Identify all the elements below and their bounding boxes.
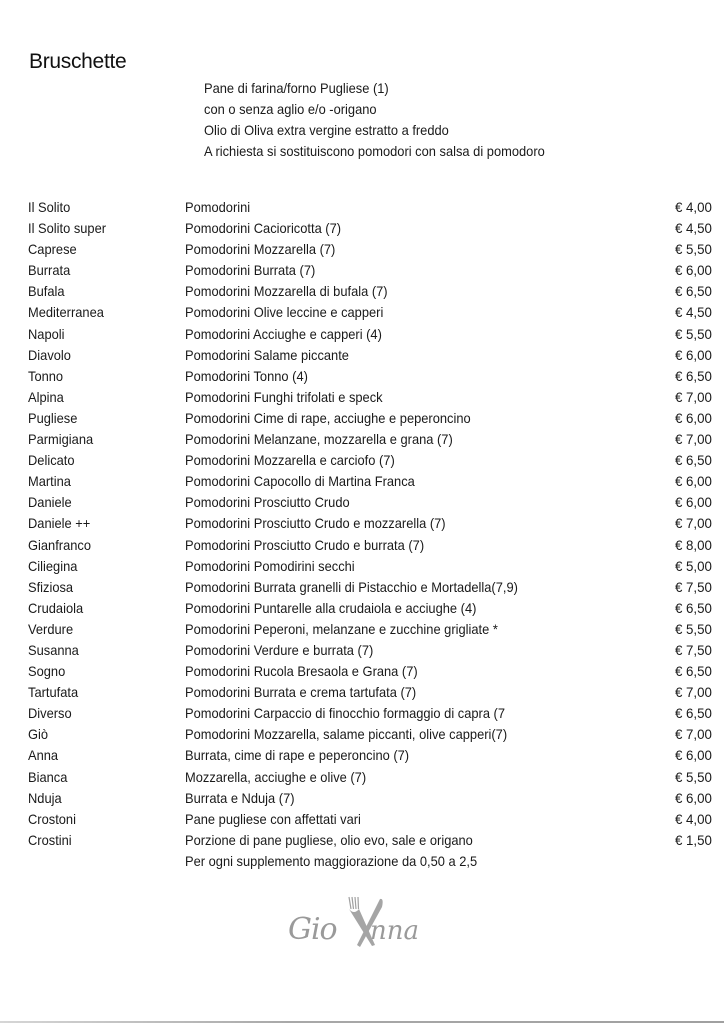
- item-price: € 6,50: [675, 705, 712, 722]
- item-description: Pomodorini Prosciutto Crudo e burrata (7): [185, 536, 425, 553]
- item-name: Caprese: [28, 241, 77, 258]
- item-price: € 8,00: [675, 536, 712, 553]
- item-price: € 4,50: [675, 304, 712, 321]
- menu-item: [0, 387, 724, 408]
- item-description: Pomodorini Tonno (4): [185, 367, 308, 384]
- item-name: Crostoni: [28, 810, 76, 827]
- item-description: Pomodorini Funghi trifolati e speck: [185, 388, 383, 405]
- item-description: Pomodorini Capocollo di Martina Franca: [185, 473, 415, 490]
- item-name: Tartufata: [28, 684, 79, 701]
- menu-item: [0, 556, 724, 577]
- item-price: € 6,50: [675, 663, 712, 680]
- item-description: Pomodorini Melanzane, mozzarella e grana (7): [185, 431, 453, 448]
- item-price: € 4,50: [675, 220, 712, 237]
- item-name: Susanna: [28, 641, 79, 658]
- item-name: Daniele ++: [28, 515, 91, 532]
- menu-list: [0, 197, 724, 872]
- item-price: € 7,00: [675, 515, 712, 532]
- item-name: Crudaiola: [28, 599, 84, 616]
- item-name: Burrata: [28, 262, 71, 279]
- menu-item: [0, 724, 724, 745]
- menu-item: [0, 535, 724, 556]
- item-description: Pomodorini Mozzarella (7): [185, 241, 336, 258]
- menu-item: [0, 598, 724, 619]
- menu-item: [0, 408, 724, 429]
- item-price: € 5,50: [675, 241, 712, 258]
- item-price: € 6,00: [675, 789, 712, 806]
- menu-item: [0, 260, 724, 281]
- item-description: Pomodorini Mozzarella, salame piccanti, olive capperi(7): [185, 726, 508, 743]
- item-price: € 7,00: [675, 388, 712, 405]
- item-description: Pomodorini: [185, 199, 251, 215]
- item-description: Pomodorini Olive leccine e capperi: [185, 304, 384, 321]
- item-name: Pugliese: [28, 409, 78, 426]
- menu-item: [0, 429, 724, 450]
- item-name: Bufala: [28, 283, 65, 300]
- menu-item: [0, 281, 724, 302]
- item-price: € 4,00: [675, 810, 712, 827]
- item-name: Tonno: [28, 367, 64, 384]
- item-price: € 7,50: [675, 641, 712, 658]
- menu-item: [0, 788, 724, 809]
- item-price: € 6,50: [675, 367, 712, 384]
- item-price: € 6,50: [675, 452, 712, 469]
- menu-item: [0, 682, 724, 703]
- item-description: Burrata, cime di rape e peperoncino (7): [185, 747, 410, 764]
- item-name: Diavolo: [28, 346, 71, 363]
- item-name: Il Solito: [28, 199, 71, 215]
- menu-item: [0, 577, 724, 598]
- item-description: Pomodorini Cacioricotta (7): [185, 220, 342, 237]
- item-name: Sogno: [28, 663, 66, 680]
- menu-item: [0, 324, 724, 345]
- item-description: Pomodorini Rucola Bresaola e Grana (7): [185, 663, 418, 680]
- menu-item: [0, 513, 724, 534]
- item-price: € 7,50: [675, 578, 712, 595]
- item-name: Napoli: [28, 325, 65, 342]
- item-name: Daniele: [28, 494, 72, 511]
- menu-item: [0, 830, 724, 851]
- item-price: € 6,00: [675, 262, 712, 279]
- menu-item: [0, 745, 724, 766]
- page-edge-divider: [0, 1021, 724, 1023]
- menu-item: [0, 703, 724, 724]
- item-description: Pomodorini Mozzarella e carciofo (7): [185, 452, 395, 469]
- item-price: € 6,00: [675, 346, 712, 363]
- item-name: Martina: [28, 473, 71, 490]
- menu-item: [0, 197, 724, 218]
- item-price: € 1,50: [675, 831, 712, 848]
- menu-item: [0, 492, 724, 513]
- menu-item: [0, 366, 724, 387]
- item-name: Anna: [28, 747, 59, 764]
- item-price: € 7,00: [675, 726, 712, 743]
- item-price: € 6,00: [675, 494, 712, 511]
- page-title: Bruschette: [29, 50, 127, 73]
- item-description: Pomodorini Burrata granelli di Pistacchio e Mortadella(7,9): [185, 578, 518, 595]
- item-description: Pomodorini Burrata e crema tartufata (7): [185, 684, 417, 701]
- menu-item: [0, 471, 724, 492]
- item-price: € 5,00: [675, 557, 712, 574]
- intro-line: A richiesta si sostituiscono pomodori con salsa di pomodoro: [204, 143, 545, 159]
- item-name: Mediterranea: [28, 304, 104, 321]
- item-price: € 6,00: [675, 473, 712, 490]
- intro-line: Olio di Oliva extra vergine estratto a freddo: [204, 122, 449, 138]
- supplement-note: [0, 851, 724, 872]
- item-description: Burrata e Nduja (7): [185, 789, 295, 806]
- item-name: Il Solito super: [28, 220, 107, 237]
- menu-item: [0, 239, 724, 260]
- item-name: Verdure: [28, 620, 74, 637]
- item-price: € 6,00: [675, 747, 712, 764]
- item-description: Pomodorini Acciughe e capperi (4): [185, 325, 382, 342]
- menu-item: [0, 302, 724, 323]
- item-price: € 4,00: [675, 199, 712, 215]
- item-name: Ciliegina: [28, 557, 78, 574]
- item-description: Pomodorini Puntarelle alla crudaiola e acciughe (4): [185, 599, 477, 616]
- menu-item: [0, 640, 724, 661]
- item-description: Pomodorini Burrata (7): [185, 262, 316, 279]
- item-description: Pomodorini Salame piccante: [185, 346, 349, 363]
- intro-line: con o senza aglio e/o -origano: [204, 101, 377, 117]
- item-name: Delicato: [28, 452, 75, 469]
- item-name: Bianca: [28, 768, 68, 785]
- item-name: Nduja: [28, 789, 62, 806]
- item-description: Pomodorini Verdure e burrata (7): [185, 641, 374, 658]
- intro-notes: [204, 78, 574, 162]
- item-price: € 5,50: [675, 325, 712, 342]
- menu-item: [0, 218, 724, 239]
- menu-item: [0, 345, 724, 366]
- item-description: Pomodorini Peperoni, melanzane e zucchine grigliate *: [185, 620, 498, 637]
- item-description: Pane pugliese con affettati vari: [185, 810, 361, 827]
- item-price: € 6,50: [675, 283, 712, 300]
- item-price: € 6,00: [675, 409, 712, 426]
- item-name: Diverso: [28, 705, 72, 722]
- item-name: Crostini: [28, 831, 72, 848]
- item-description: Pomodorini Mozzarella di bufala (7): [185, 283, 388, 300]
- item-price: € 7,00: [675, 431, 712, 448]
- item-name: Parmigiana: [28, 431, 94, 448]
- item-price: € 6,50: [675, 599, 712, 616]
- svg-text:Gio: Gio: [288, 912, 337, 947]
- item-name: Sfiziosa: [28, 578, 74, 595]
- item-description: Pomodorini Prosciutto Crudo e mozzarella (7): [185, 515, 446, 532]
- menu-item: [0, 809, 724, 830]
- item-price: € 7,00: [675, 684, 712, 701]
- menu-item: [0, 619, 724, 640]
- item-description: Pomodorini Prosciutto Crudo: [185, 494, 350, 511]
- item-description: Pomodorini Cime di rape, acciughe e peperoncino: [185, 409, 471, 426]
- item-price: € 5,50: [675, 768, 712, 785]
- menu-item: [0, 450, 724, 471]
- item-description: Pomodorini Carpaccio di finocchio formaggio di capra (7: [185, 705, 506, 722]
- item-description: Per ogni supplemento maggiorazione da 0,50 a 2,5: [185, 852, 478, 869]
- item-price: € 5,50: [675, 620, 712, 637]
- svg-text:nna: nna: [370, 916, 419, 946]
- intro-line: Pane di farina/forno Pugliese (1): [204, 80, 389, 96]
- item-name: Gianfranco: [28, 536, 92, 553]
- item-description: Pomodorini Pomodirini secchi: [185, 557, 355, 574]
- gioanna-logo: [280, 895, 455, 955]
- item-description: Porzione di pane pugliese, olio evo, sale e origano: [185, 831, 473, 848]
- item-description: Mozzarella, acciughe e olive (7): [185, 768, 367, 785]
- item-name: Giò: [28, 726, 49, 743]
- menu-item: [0, 767, 724, 788]
- menu-item: [0, 661, 724, 682]
- item-name: Alpina: [28, 388, 64, 405]
- fork-knife-icon: [280, 895, 455, 955]
